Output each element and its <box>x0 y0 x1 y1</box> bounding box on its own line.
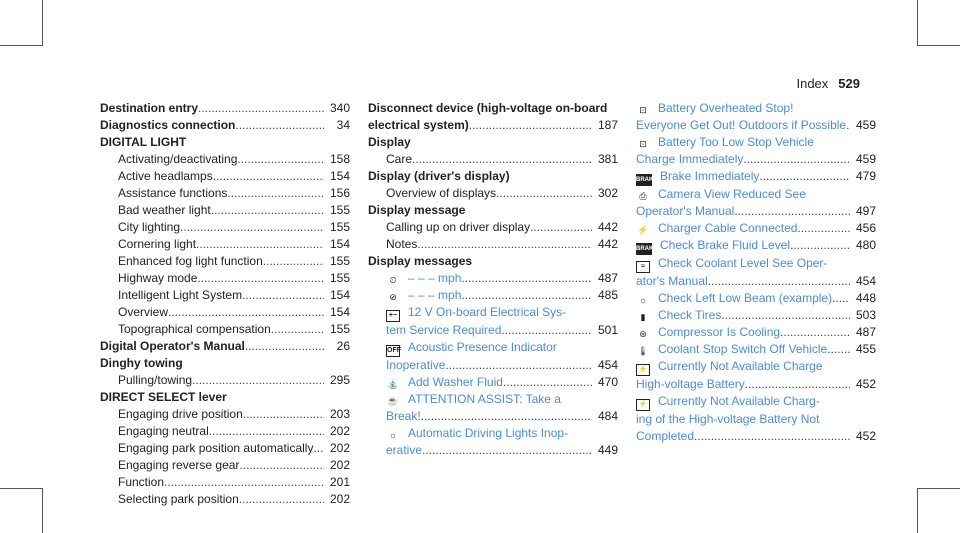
crop-mark <box>918 45 960 46</box>
coolant-temp-icon: 🌡 <box>637 346 649 356</box>
crop-mark <box>917 0 918 46</box>
index-entry[interactable]: Active headlamps ..... 154 <box>100 168 350 185</box>
entry-heading: Display messages <box>368 254 473 268</box>
page-number: 529 <box>838 76 860 91</box>
index-entry[interactable]: ☼ Check Left Low Beam (example) ..... 448 <box>636 290 876 307</box>
compressor-icon: ⊛ <box>639 329 647 339</box>
entry-heading: Display <box>368 135 411 149</box>
index-entry-line[interactable]: ⊡ Battery Overheated Stop! <box>636 100 876 117</box>
index-entry[interactable]: Engaging drive position ..... 203 <box>100 406 350 423</box>
index-entry[interactable]: High-voltage Battery ..... 452 <box>636 376 876 393</box>
index-entry-line[interactable]: ⎙ Camera View Reduced See <box>636 186 876 203</box>
index-entry[interactable]: ⊘ – – – mph ..... 485 <box>368 287 618 304</box>
entry-heading: Display message <box>368 203 466 217</box>
index-entry[interactable]: Notes ..... 442 <box>368 236 618 253</box>
index-column-1 <box>100 100 350 508</box>
speed-limit-icon: ⊘ <box>389 292 397 302</box>
index-entry[interactable]: ⚡ Charger Cable Connected ..... 456 <box>636 220 876 237</box>
index-entry[interactable]: Overview of displays ..... 302 <box>368 185 618 202</box>
index-entry[interactable]: ⛲ Add Washer Fluid ..... 470 <box>368 374 618 391</box>
light-bulb-icon: ☼ <box>638 295 648 305</box>
brake-icon: BRAKE <box>636 174 652 186</box>
speedometer-cruise-icon: ⏲ <box>389 275 397 285</box>
index-column-3 <box>636 100 876 445</box>
washer-fluid-icon: ⛲ <box>387 379 399 389</box>
index-entry[interactable]: Function ..... 201 <box>100 474 350 491</box>
index-entry[interactable]: Charge Immediately ..... 459 <box>636 151 876 168</box>
crop-mark <box>42 0 43 46</box>
index-entry[interactable]: Engaging neutral ..... 202 <box>100 423 350 440</box>
index-entry[interactable]: Bad weather light ..... 155 <box>100 202 350 219</box>
camera-icon: ⎙ <box>639 191 647 201</box>
index-entry[interactable]: tem Service Required ..... 501 <box>368 322 618 339</box>
index-column-2 <box>368 100 618 459</box>
index-entry-line[interactable]: ≈ Check Coolant Level See Oper- <box>636 255 876 273</box>
battery-icon: +− <box>386 310 400 322</box>
page-header <box>796 76 860 91</box>
index-entry[interactable]: BRAKE Brake Immediately ..... 479 <box>636 168 876 186</box>
coffee-cup-icon: ☕ <box>387 396 399 406</box>
index-entry[interactable]: Inoperative ..... 454 <box>368 357 618 374</box>
index-entry-line[interactable]: ☼ Automatic Driving Lights Inop- <box>368 425 618 442</box>
index-entry[interactable]: Break! ..... 484 <box>368 408 618 425</box>
index-entry[interactable]: erative ..... 449 <box>368 442 618 459</box>
index-entry-line[interactable]: ⊡ Battery Too Low Stop Vehicle <box>636 134 876 151</box>
index-entry[interactable]: Assistance functions ..... 156 <box>100 185 350 202</box>
index-entry[interactable]: Selecting park position ..... 202 <box>100 491 350 508</box>
charge-unavailable-icon: ⚡ <box>636 399 650 411</box>
index-entry[interactable]: Intelligent Light System ..... 154 <box>100 287 350 304</box>
index-entry[interactable]: Everyone Get Out! Outdoors if Possible ..... 459 <box>636 117 876 134</box>
index-entry-line[interactable]: OFF Acoustic Presence Indicator <box>368 339 618 357</box>
index-entry[interactable]: 🌡 Coolant Stop Switch Off Vehicle ..... 455 <box>636 341 876 358</box>
index-entry[interactable]: ▮ Check Tires ..... 503 <box>636 307 876 324</box>
index-entry[interactable]: Highway mode ..... 155 <box>100 270 350 287</box>
charge-unavailable-icon: ⚡ <box>636 364 650 376</box>
index-entry[interactable]: Calling up on driver display ..... 442 <box>368 219 618 236</box>
index-entry[interactable]: electrical system) ..... 187 <box>368 117 618 134</box>
header-title: Index <box>796 76 829 91</box>
index-entry[interactable]: ator's Manual ..... 454 <box>636 273 876 290</box>
index-entry[interactable]: Cornering light ..... 154 <box>100 236 350 253</box>
charger-cable-icon: ⚡ <box>637 225 649 235</box>
index-entry-line[interactable]: ☕ ATTENTION ASSIST: Take a <box>387 392 561 406</box>
index-entry[interactable]: Diagnostics connection ..... 34 <box>100 117 350 134</box>
entry-heading: DIRECT SELECT lever <box>100 390 227 404</box>
index-entry[interactable]: ⏲ – – – mph ..... 487 <box>368 270 618 287</box>
crop-mark <box>42 488 43 533</box>
battery-low-icon: ⊡ <box>639 139 647 149</box>
acoustic-off-icon: OFF <box>386 345 400 357</box>
index-entry[interactable]: Engaging park position automatically ..... 202 <box>100 440 350 457</box>
light-bulb-icon: ☼ <box>388 430 398 440</box>
index-entry[interactable]: Completed ..... 452 <box>636 428 876 445</box>
coolant-level-icon: ≈ <box>636 261 650 273</box>
index-entry[interactable]: ⊛ Compressor Is Cooling ..... 487 <box>636 324 876 341</box>
index-entry[interactable]: Operator's Manual ..... 497 <box>636 203 876 220</box>
index-entry[interactable]: Pulling/towing ..... 295 <box>100 372 350 389</box>
index-entry[interactable]: Activating/deactivating ..... 158 <box>100 151 350 168</box>
index-entry[interactable]: Engaging reverse gear ..... 202 <box>100 457 350 474</box>
entry-heading: DIGITAL LIGHT <box>100 135 187 149</box>
index-entry[interactable]: Topographical compensation ..... 155 <box>100 321 350 338</box>
index-entry[interactable]: Digital Operator's Manual ..... 26 <box>100 338 350 355</box>
index-entry-line[interactable]: +− 12 V On-board Electrical Sys- <box>368 304 618 322</box>
index-entry[interactable]: City lighting ..... 155 <box>100 219 350 236</box>
battery-overheat-icon: ⊡ <box>639 105 647 115</box>
index-entry[interactable]: Enhanced fog light function ..... 155 <box>100 253 350 270</box>
index-entry[interactable]: Care ..... 381 <box>368 151 618 168</box>
tire-icon: ▮ <box>640 312 646 322</box>
index-entry[interactable]: Destination entry ..... 340 <box>100 100 350 117</box>
entry-heading: Dinghy towing <box>100 356 183 370</box>
entry-heading: Disconnect device (high-voltage on-board <box>368 101 608 115</box>
index-entry[interactable]: BRAKE Check Brake Fluid Level ..... 480 <box>636 237 876 255</box>
index-entry-line[interactable]: ing of the High-voltage Battery Not <box>636 412 820 426</box>
brake-icon: BRAKE <box>636 243 652 255</box>
index-entry-line[interactable]: ⚡ Currently Not Available Charge <box>636 358 876 376</box>
crop-mark <box>918 488 960 489</box>
crop-mark <box>917 488 918 533</box>
crop-mark <box>0 488 42 489</box>
crop-mark <box>0 45 42 46</box>
entry-heading: Display (driver's display) <box>368 169 510 183</box>
index-entry-line[interactable]: ⚡ Currently Not Available Charg- <box>636 393 876 411</box>
index-entry[interactable]: Overview ..... 154 <box>100 304 350 321</box>
